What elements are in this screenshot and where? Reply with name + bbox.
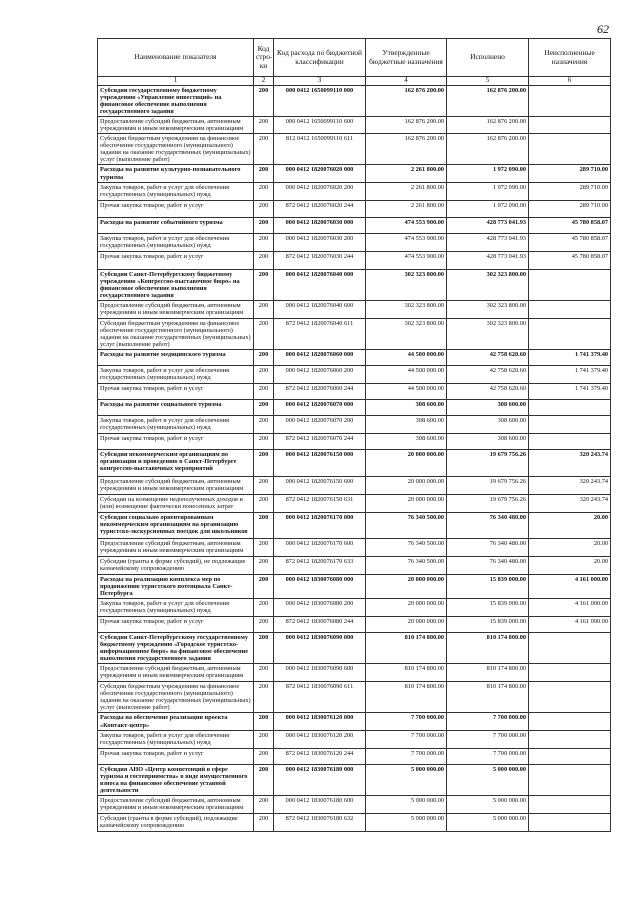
- row-executed-amount: 76 340 480.00: [447, 512, 529, 538]
- row-name: Субсидии (гранты в форме субсидий), подлежащие казначейскому сопровождению: [98, 813, 254, 831]
- row-approved-amount: 162 876 200.00: [366, 134, 447, 165]
- row-line-code: 200: [254, 269, 274, 300]
- row-executed-amount: 162 876 200.00: [447, 134, 529, 165]
- column-number: 4: [366, 77, 447, 86]
- row-name: Предоставление субсидий бюджетным, автономным учреждениям и иным некоммерческим организациям: [98, 664, 254, 682]
- row-executed-amount: 42 758 620.60: [447, 365, 529, 383]
- table-row: [98, 415, 611, 433]
- table-row: [98, 574, 611, 598]
- row-expense-code: 000 0412 1830076180 000: [274, 764, 366, 795]
- table-row: [98, 617, 611, 633]
- row-expense-code: 872 0412 1820076150 631: [274, 494, 366, 512]
- row-expense-code: 000 0412 1830076090 600: [274, 664, 366, 682]
- table-row: [98, 433, 611, 449]
- column-number: 3: [274, 77, 366, 86]
- row-name: Расходы на развитие медицинского туризма: [98, 349, 254, 365]
- row-line-code: 200: [254, 233, 274, 251]
- row-approved-amount: 308 600.00: [366, 433, 447, 449]
- row-expense-code: 000 0412 1820076020 000: [274, 165, 366, 182]
- row-name: Закупка товаров, работ и услуг для обеспечения государственных (муниципальных) нужд: [98, 599, 254, 617]
- row-approved-amount: 5 000 000.00: [366, 813, 447, 831]
- row-line-code: 200: [254, 748, 274, 764]
- row-line-code: 200: [254, 318, 274, 349]
- row-approved-amount: 810 174 800.00: [366, 682, 447, 713]
- row-executed-amount: 428 773 041.93: [447, 251, 529, 269]
- row-name: Предоставление субсидий бюджетным, автономным учреждениям и иным некоммерческим организациям: [98, 117, 254, 134]
- row-line-code: 200: [254, 449, 274, 476]
- row-expense-code: 000 0412 1820076060 000: [274, 349, 366, 365]
- row-name: Закупка товаров, работ и услуг для обеспечения государственных (муниципальных) нужд: [98, 365, 254, 383]
- table-row: [98, 512, 611, 538]
- row-unexecuted-amount: [529, 682, 611, 713]
- row-name: Прочая закупка товаров, работ и услуг: [98, 433, 254, 449]
- row-line-code: 200: [254, 730, 274, 748]
- row-approved-amount: 302 323 800.00: [366, 318, 447, 349]
- row-expense-code: 872 0412 1820076040 611: [274, 318, 366, 349]
- row-unexecuted-amount: [529, 300, 611, 318]
- row-unexecuted-amount: [529, 713, 611, 730]
- row-name: Прочая закупка товаров, работ и услуг: [98, 748, 254, 764]
- row-executed-amount: 7 700 000.00: [447, 748, 529, 764]
- table-row: [98, 233, 611, 251]
- row-unexecuted-amount: 1 741 379.40: [529, 365, 611, 383]
- table-row: [98, 117, 611, 134]
- header-expense-code: Код расхода по бюджетной классификации: [274, 39, 366, 77]
- table-row: [98, 300, 611, 318]
- row-executed-amount: 302 323 800.00: [447, 269, 529, 300]
- row-approved-amount: 5 000 000.00: [366, 795, 447, 813]
- row-name: Расходы на обеспечение реализации проекта «Контакт-центр»: [98, 713, 254, 730]
- row-unexecuted-amount: [529, 318, 611, 349]
- row-unexecuted-amount: 45 780 858.07: [529, 217, 611, 233]
- row-approved-amount: 474 553 900.00: [366, 251, 447, 269]
- row-executed-amount: 15 839 000.00: [447, 599, 529, 617]
- header-unexecuted: Неисполненные назначения: [529, 39, 611, 77]
- row-approved-amount: 7 700 000.00: [366, 730, 447, 748]
- row-line-code: 200: [254, 813, 274, 831]
- row-unexecuted-amount: 289 710.00: [529, 165, 611, 182]
- table-row: [98, 633, 611, 664]
- row-executed-amount: 308 600.00: [447, 399, 529, 415]
- row-name: Субсидии на возмещение недополученных доходов и (или) возмещение фактически понесенных затрат: [98, 494, 254, 512]
- row-name: Предоставление субсидий бюджетным, автономным учреждениям и иным некоммерческим организациям: [98, 795, 254, 813]
- row-expense-code: 000 0412 1820076030 000: [274, 217, 366, 233]
- row-name: Расходы на развитие культурно-познавательного туризма: [98, 165, 254, 182]
- row-name: Предоставление субсидий бюджетным, автономным учреждениям и иным некоммерческим организациям: [98, 300, 254, 318]
- row-line-code: 200: [254, 117, 274, 134]
- row-expense-code: 872 0412 1820076020 244: [274, 200, 366, 217]
- row-approved-amount: 20 000 000.00: [366, 617, 447, 633]
- row-approved-amount: 44 500 000.00: [366, 365, 447, 383]
- row-unexecuted-amount: [529, 633, 611, 664]
- row-line-code: 200: [254, 349, 274, 365]
- row-line-code: 200: [254, 682, 274, 713]
- row-approved-amount: 308 600.00: [366, 415, 447, 433]
- row-executed-amount: 810 174 800.00: [447, 664, 529, 682]
- column-number: 1: [98, 77, 254, 86]
- row-executed-amount: 19 679 756.26: [447, 494, 529, 512]
- row-approved-amount: 474 553 900.00: [366, 233, 447, 251]
- row-unexecuted-amount: 4 161 000.00: [529, 599, 611, 617]
- row-line-code: 200: [254, 415, 274, 433]
- row-expense-code: 000 0412 1820076060 200: [274, 365, 366, 383]
- row-expense-code: 000 0412 1820076150 600: [274, 476, 366, 494]
- row-unexecuted-amount: [529, 134, 611, 165]
- table-row: [98, 556, 611, 574]
- row-expense-code: 000 0412 1650099110 600: [274, 117, 366, 134]
- row-approved-amount: 44 500 000.00: [366, 383, 447, 399]
- row-line-code: 200: [254, 538, 274, 556]
- table-row: [98, 764, 611, 795]
- row-expense-code: 872 0412 1830076080 244: [274, 617, 366, 633]
- row-name: Предоставление субсидий бюджетным, автономным учреждениям и иным некоммерческим организациям: [98, 538, 254, 556]
- row-name: Прочая закупка товаров, работ и услуг: [98, 383, 254, 399]
- table-row: [98, 318, 611, 349]
- table-row: [98, 86, 611, 117]
- budget-execution-table: [97, 38, 611, 832]
- row-expense-code: 000 0412 1820076040 600: [274, 300, 366, 318]
- row-executed-amount: 5 000 000.00: [447, 795, 529, 813]
- row-unexecuted-amount: 320 243.74: [529, 449, 611, 476]
- row-name: Субсидия АНО «Центр компетенций в сфере туризма и гостеприимства» в виде имущественного взноса на финансовое обеспечение уставной деятельности: [98, 764, 254, 795]
- row-executed-amount: 428 773 041.93: [447, 217, 529, 233]
- table-row: [98, 349, 611, 365]
- column-number: 6: [529, 77, 611, 86]
- row-expense-code: 000 0412 1820076170 600: [274, 538, 366, 556]
- row-name: Субсидии Санкт-Петербургскому бюджетному учреждению «Конгрессно-выставочное бюро» на финансовое обеспечение выполнения государственного задания: [98, 269, 254, 300]
- row-name: Субсидии некоммерческим организациям по организации и проведению в Санкт-Петербурге конгрессно-выставочных мероприятий: [98, 449, 254, 476]
- row-line-code: 200: [254, 494, 274, 512]
- row-executed-amount: 15 839 000.00: [447, 574, 529, 598]
- row-executed-amount: 302 323 800.00: [447, 300, 529, 318]
- table-row: [98, 251, 611, 269]
- row-name: Субсидии (гранты в форме субсидий), не подлежащие казначейскому сопровождению: [98, 556, 254, 574]
- row-executed-amount: 302 323 800.00: [447, 318, 529, 349]
- row-line-code: 200: [254, 86, 274, 117]
- row-unexecuted-amount: 45 780 858.07: [529, 251, 611, 269]
- row-line-code: 200: [254, 399, 274, 415]
- row-unexecuted-amount: 45 780 858.07: [529, 233, 611, 251]
- row-approved-amount: 162 876 200.00: [366, 86, 447, 117]
- row-expense-code: 872 0412 1830076180 632: [274, 813, 366, 831]
- table-row: [98, 538, 611, 556]
- table-row: [98, 399, 611, 415]
- row-name: Прочая закупка товаров, работ и услуг: [98, 617, 254, 633]
- row-executed-amount: 5 000 000.00: [447, 813, 529, 831]
- row-name: Субсидии бюджетным учреждениям на финансовое обеспечение государственного (муниципального) задания на оказание государственных (муниципальных) услуг (выполнение работ): [98, 318, 254, 349]
- table-row: [98, 682, 611, 713]
- row-name: Субсидии государственному бюджетному учреждению «Управление инвестиций» на финансовое обеспечение выполнения государственного задания: [98, 86, 254, 117]
- row-approved-amount: 20 000 000.00: [366, 599, 447, 617]
- row-unexecuted-amount: [529, 795, 611, 813]
- row-name: Субсидии бюджетным учреждениям на финансовое обеспечение государственного (муниципального) задания на оказание государственных (муниципальных) услуг (выполнение работ): [98, 682, 254, 713]
- row-expense-code: 872 0412 1820076060 244: [274, 383, 366, 399]
- row-executed-amount: 5 000 000.00: [447, 764, 529, 795]
- row-name: Субсидии бюджетным учреждениям на финансовое обеспечение государственного (муниципального) задания на оказание государственных (муниципальных) услуг (выполнение работ): [98, 134, 254, 165]
- row-name: Закупка товаров, работ и услуг для обеспечения государственных (муниципальных) нужд: [98, 182, 254, 200]
- row-line-code: 200: [254, 512, 274, 538]
- row-executed-amount: 810 174 800.00: [447, 633, 529, 664]
- page-number: 62: [597, 22, 609, 36]
- row-unexecuted-amount: [529, 117, 611, 134]
- row-unexecuted-amount: 320 243.74: [529, 494, 611, 512]
- row-line-code: 200: [254, 764, 274, 795]
- row-unexecuted-amount: 20.00: [529, 556, 611, 574]
- row-line-code: 200: [254, 599, 274, 617]
- row-approved-amount: 20 000 000.00: [366, 449, 447, 476]
- table-row: [98, 165, 611, 182]
- table-body: [98, 86, 611, 832]
- row-expense-code: 000 0412 1830076180 600: [274, 795, 366, 813]
- row-name: Прочая закупка товаров, работ и услуг: [98, 251, 254, 269]
- header-approved: Утвержденные бюджетные назначения: [366, 39, 447, 77]
- row-approved-amount: 20 000 000.00: [366, 494, 447, 512]
- row-unexecuted-amount: 1 741 379.40: [529, 383, 611, 399]
- header-line-code: Код стро-ки: [254, 39, 274, 77]
- row-executed-amount: 162 876 200.00: [447, 86, 529, 117]
- table-row: [98, 182, 611, 200]
- row-line-code: 200: [254, 476, 274, 494]
- row-executed-amount: 7 700 000.00: [447, 730, 529, 748]
- row-expense-code: 000 0412 1820076070 200: [274, 415, 366, 433]
- row-name: Субсидии Санкт-Петербургскому государственному бюджетному учреждению «Городское туристско-информационное бюро» на финансовое обеспечение выполнения государственного задания: [98, 633, 254, 664]
- row-line-code: 200: [254, 134, 274, 165]
- row-expense-code: 872 0412 1830076120 244: [274, 748, 366, 764]
- row-name: Предоставление субсидий бюджетным, автономным учреждениям и иным некоммерческим организациям: [98, 476, 254, 494]
- row-line-code: 200: [254, 200, 274, 217]
- row-line-code: 200: [254, 713, 274, 730]
- table-row: [98, 383, 611, 399]
- row-approved-amount: 308 600.00: [366, 399, 447, 415]
- row-unexecuted-amount: [529, 764, 611, 795]
- table-row: [98, 476, 611, 494]
- table-row: [98, 269, 611, 300]
- row-line-code: 200: [254, 300, 274, 318]
- row-line-code: 200: [254, 633, 274, 664]
- row-unexecuted-amount: 4 161 000.00: [529, 617, 611, 633]
- row-approved-amount: 2 261 800.00: [366, 200, 447, 217]
- row-unexecuted-amount: [529, 433, 611, 449]
- row-unexecuted-amount: 20.00: [529, 538, 611, 556]
- row-expense-code: 000 0412 1820076170 000: [274, 512, 366, 538]
- table-row: [98, 795, 611, 813]
- row-expense-code: 000 0412 1820076040 000: [274, 269, 366, 300]
- row-approved-amount: 20 000 000.00: [366, 476, 447, 494]
- row-line-code: 200: [254, 365, 274, 383]
- row-executed-amount: 15 839 000.00: [447, 617, 529, 633]
- row-approved-amount: 7 700 000.00: [366, 713, 447, 730]
- row-expense-code: 872 0412 1820076030 244: [274, 251, 366, 269]
- row-name: Закупка товаров, работ и услуг для обеспечения государственных (муниципальных) нужд: [98, 233, 254, 251]
- table-row: [98, 217, 611, 233]
- row-approved-amount: 2 261 800.00: [366, 165, 447, 182]
- row-expense-code: 812 0412 1650099110 611: [274, 134, 366, 165]
- table-row: [98, 664, 611, 682]
- row-name: Прочая закупка товаров, работ и услуг: [98, 200, 254, 217]
- row-expense-code: 000 0412 1830076120 200: [274, 730, 366, 748]
- row-unexecuted-amount: [529, 664, 611, 682]
- row-unexecuted-amount: [529, 399, 611, 415]
- row-approved-amount: 7 700 000.00: [366, 748, 447, 764]
- row-executed-amount: 308 600.00: [447, 415, 529, 433]
- row-line-code: 200: [254, 217, 274, 233]
- row-approved-amount: 302 323 800.00: [366, 269, 447, 300]
- table-row: [98, 730, 611, 748]
- row-line-code: 200: [254, 617, 274, 633]
- row-expense-code: 000 0412 1830076080 000: [274, 574, 366, 598]
- row-unexecuted-amount: [529, 748, 611, 764]
- row-name: Субсидия социально ориентированным некоммерческим организациям на организацию туристско-экскурсионных поездок для школьников: [98, 512, 254, 538]
- row-expense-code: 872 0412 1820076070 244: [274, 433, 366, 449]
- row-executed-amount: 42 758 620.60: [447, 383, 529, 399]
- row-unexecuted-amount: [529, 730, 611, 748]
- row-unexecuted-amount: 289 710.00: [529, 200, 611, 217]
- table-row: [98, 365, 611, 383]
- row-executed-amount: 19 679 756.26: [447, 476, 529, 494]
- row-line-code: 200: [254, 574, 274, 598]
- row-executed-amount: 810 174 800.00: [447, 682, 529, 713]
- row-approved-amount: 162 876 200.00: [366, 117, 447, 134]
- row-approved-amount: 810 174 800.00: [366, 664, 447, 682]
- header-indicator-name: Наименование показателя: [98, 39, 254, 77]
- row-unexecuted-amount: 20.00: [529, 512, 611, 538]
- row-executed-amount: 76 340 480.00: [447, 538, 529, 556]
- row-approved-amount: 5 000 000.00: [366, 764, 447, 795]
- row-approved-amount: 76 340 500.00: [366, 538, 447, 556]
- row-expense-code: 000 0412 1820076030 200: [274, 233, 366, 251]
- row-approved-amount: 2 261 800.00: [366, 182, 447, 200]
- row-executed-amount: 308 600.00: [447, 433, 529, 449]
- row-executed-amount: 19 679 756.26: [447, 449, 529, 476]
- row-expense-code: 000 0412 1830076090 000: [274, 633, 366, 664]
- row-name: Закупка товаров, работ и услуг для обеспечения государственных (муниципальных) нужд: [98, 730, 254, 748]
- row-line-code: 200: [254, 182, 274, 200]
- row-expense-code: 000 0412 1830076120 000: [274, 713, 366, 730]
- column-number-row: [98, 77, 611, 86]
- row-executed-amount: 162 876 200.00: [447, 117, 529, 134]
- row-expense-code: 000 0412 1820076070 000: [274, 399, 366, 415]
- table-row: [98, 599, 611, 617]
- row-line-code: 200: [254, 251, 274, 269]
- table-row: [98, 748, 611, 764]
- table-row: [98, 494, 611, 512]
- row-approved-amount: 76 340 500.00: [366, 556, 447, 574]
- row-executed-amount: 76 340 480.00: [447, 556, 529, 574]
- row-executed-amount: 1 972 090.00: [447, 200, 529, 217]
- column-number: 5: [447, 77, 529, 86]
- row-expense-code: 872 0412 1820076170 633: [274, 556, 366, 574]
- row-unexecuted-amount: 289 710.00: [529, 182, 611, 200]
- column-number: 2: [254, 77, 274, 86]
- row-expense-code: 000 0412 1820076150 000: [274, 449, 366, 476]
- row-name: Расходы на реализацию комплекса мер по продвижению туристского потенциала Санкт-Петербурга: [98, 574, 254, 598]
- header-executed: Исполнено: [447, 39, 529, 77]
- table-row: [98, 713, 611, 730]
- row-executed-amount: 428 773 041.93: [447, 233, 529, 251]
- row-unexecuted-amount: 1 741 379.40: [529, 349, 611, 365]
- row-name: Расходы на развитие социального туризма: [98, 399, 254, 415]
- table-row: [98, 200, 611, 217]
- row-executed-amount: 42 758 620.60: [447, 349, 529, 365]
- row-name: Закупка товаров, работ и услуг для обеспечения государственных (муниципальных) нужд: [98, 415, 254, 433]
- row-unexecuted-amount: [529, 813, 611, 831]
- row-line-code: 200: [254, 383, 274, 399]
- row-unexecuted-amount: [529, 415, 611, 433]
- row-approved-amount: 302 323 800.00: [366, 300, 447, 318]
- row-unexecuted-amount: [529, 269, 611, 300]
- row-line-code: 200: [254, 165, 274, 182]
- row-approved-amount: 474 553 900.00: [366, 217, 447, 233]
- row-line-code: 200: [254, 664, 274, 682]
- row-line-code: 200: [254, 556, 274, 574]
- row-expense-code: 000 0412 1820076020 200: [274, 182, 366, 200]
- row-line-code: 200: [254, 433, 274, 449]
- row-unexecuted-amount: 4 161 000.00: [529, 574, 611, 598]
- row-approved-amount: 76 340 500.00: [366, 512, 447, 538]
- table-header-row: [98, 39, 611, 77]
- row-unexecuted-amount: [529, 86, 611, 117]
- row-executed-amount: 1 972 090.00: [447, 165, 529, 182]
- row-executed-amount: 1 972 090.00: [447, 182, 529, 200]
- row-line-code: 200: [254, 795, 274, 813]
- row-expense-code: 000 0412 1650099110 000: [274, 86, 366, 117]
- row-executed-amount: 7 700 000.00: [447, 713, 529, 730]
- row-approved-amount: 20 000 000.00: [366, 574, 447, 598]
- row-expense-code: 000 0412 1830076080 200: [274, 599, 366, 617]
- row-approved-amount: 44 500 000.00: [366, 349, 447, 365]
- row-name: Расходы на развитие событийного туризма: [98, 217, 254, 233]
- row-unexecuted-amount: 320 243.74: [529, 476, 611, 494]
- table-row: [98, 449, 611, 476]
- row-expense-code: 872 0412 1830076090 611: [274, 682, 366, 713]
- table-row: [98, 813, 611, 831]
- table-row: [98, 134, 611, 165]
- row-approved-amount: 810 174 800.00: [366, 633, 447, 664]
